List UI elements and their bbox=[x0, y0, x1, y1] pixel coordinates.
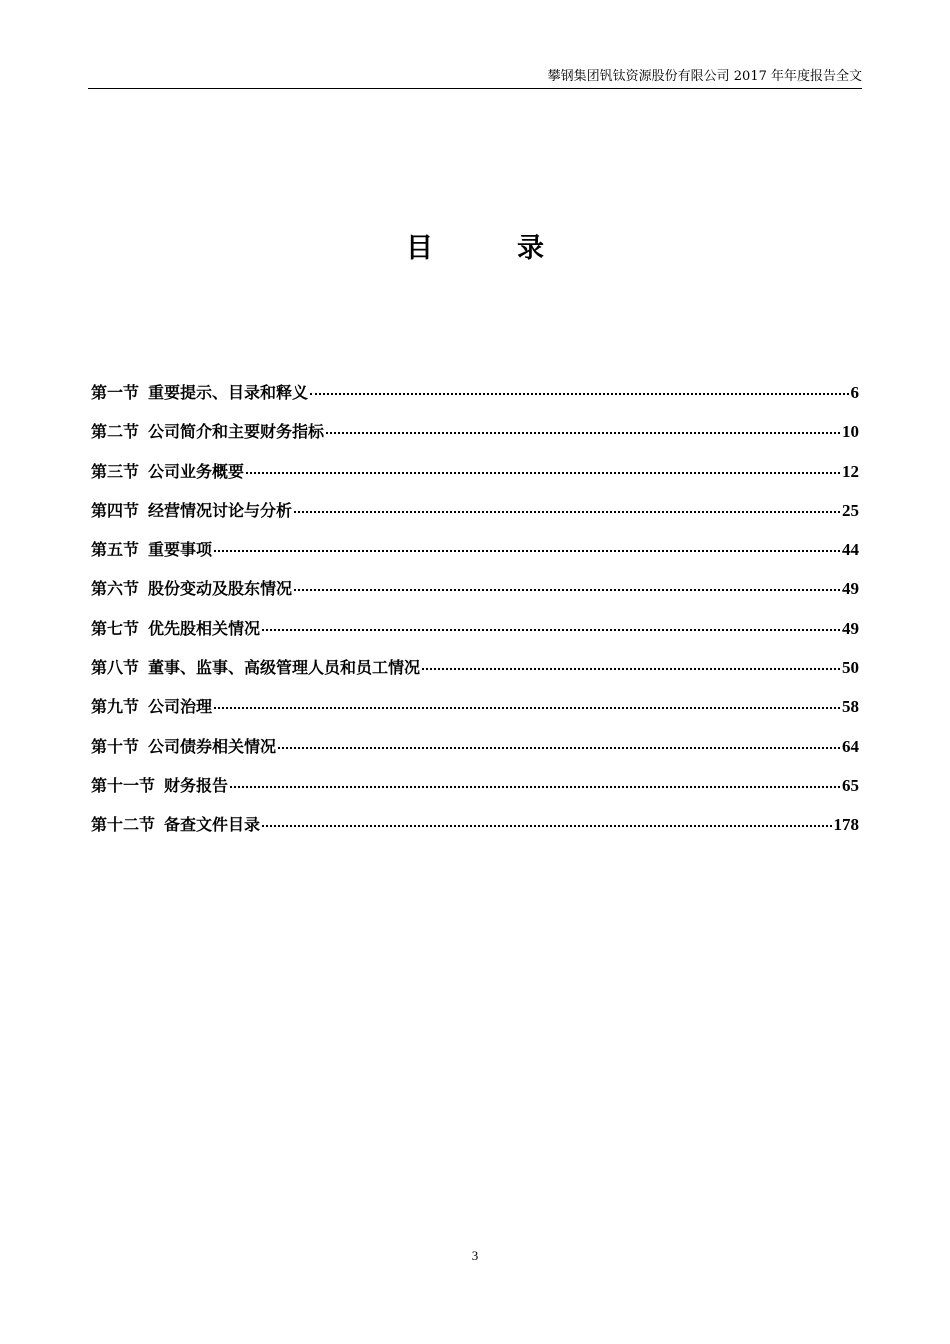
toc-entry-6[interactable] bbox=[91, 576, 859, 615]
toc-section-title: 财务报告 bbox=[164, 775, 229, 795]
toc-section-number: 第九节 bbox=[91, 697, 140, 717]
toc-entry-5[interactable] bbox=[91, 537, 859, 576]
toc-section-number: 第二节 bbox=[91, 422, 140, 442]
toc-leader-dots bbox=[294, 511, 840, 513]
toc-leader-dots bbox=[422, 668, 840, 670]
toc-page-number: 58 bbox=[842, 697, 859, 717]
toc-section-number: 第十二节 bbox=[91, 815, 156, 835]
toc-leader-dots bbox=[294, 589, 840, 591]
toc-section-title: 备查文件目录 bbox=[164, 815, 261, 835]
toc-leader-dots bbox=[214, 707, 840, 709]
toc-section-number: 第六节 bbox=[91, 579, 140, 599]
toc-title: 目录 bbox=[406, 233, 628, 264]
toc-section-number: 第十一节 bbox=[91, 775, 156, 795]
toc-entry-1[interactable] bbox=[91, 380, 859, 419]
page-number: 3 bbox=[471, 1248, 479, 1263]
toc-entry-9[interactable] bbox=[91, 694, 859, 733]
toc-leader-dots bbox=[214, 550, 840, 552]
toc-page-number: 12 bbox=[842, 461, 859, 481]
toc-page-number: 49 bbox=[842, 618, 859, 638]
toc-leader-dots bbox=[278, 747, 840, 749]
toc-leader-dots bbox=[230, 786, 840, 788]
toc-entry-7[interactable] bbox=[91, 616, 859, 655]
toc-page-number: 64 bbox=[842, 736, 859, 756]
toc-section-number: 第四节 bbox=[91, 500, 140, 520]
toc-leader-dots bbox=[262, 629, 840, 631]
toc-entry-12[interactable] bbox=[91, 812, 859, 851]
table-of-contents bbox=[91, 380, 859, 852]
toc-section-number: 第三节 bbox=[91, 461, 140, 481]
toc-page-number: 178 bbox=[833, 815, 859, 835]
toc-section-title: 优先股相关情况 bbox=[148, 618, 261, 638]
toc-page-number: 44 bbox=[842, 540, 859, 560]
toc-section-title: 董事、监事、高级管理人员和员工情况 bbox=[148, 658, 421, 678]
toc-section-title: 经营情况讨论与分析 bbox=[148, 500, 293, 520]
toc-entry-4[interactable] bbox=[91, 498, 859, 537]
toc-page-number: 6 bbox=[850, 383, 859, 402]
toc-section-title: 重要事项 bbox=[148, 540, 213, 560]
toc-section-title: 公司业务概要 bbox=[148, 461, 245, 481]
toc-entry-8[interactable] bbox=[91, 655, 859, 694]
toc-leader-dots bbox=[262, 825, 831, 827]
toc-section-title: 重要提示、目录和释义 bbox=[148, 383, 309, 402]
toc-section-title: 公司治理 bbox=[148, 697, 213, 717]
toc-leader-dots bbox=[326, 432, 840, 434]
toc-page-number: 65 bbox=[842, 775, 859, 795]
toc-section-number: 第十节 bbox=[91, 736, 140, 756]
toc-section-number: 第七节 bbox=[91, 618, 140, 638]
toc-page-number: 49 bbox=[842, 579, 859, 599]
header-title: 攀钢集团钒钛资源股份有限公司 2017 年年度报告全文 bbox=[547, 69, 862, 84]
toc-page-number: 50 bbox=[842, 658, 859, 678]
toc-section-number: 第一节 bbox=[91, 383, 140, 402]
toc-entry-3[interactable] bbox=[91, 459, 859, 498]
toc-entry-2[interactable] bbox=[91, 419, 859, 458]
toc-leader-dots bbox=[246, 472, 840, 474]
page-header bbox=[88, 62, 862, 89]
toc-leader-dots bbox=[310, 393, 848, 395]
toc-page-number: 25 bbox=[842, 500, 859, 520]
toc-section-number: 第五节 bbox=[91, 540, 140, 560]
toc-page-number: 10 bbox=[842, 422, 859, 442]
toc-entry-11[interactable] bbox=[91, 773, 859, 812]
toc-section-number: 第八节 bbox=[91, 658, 140, 678]
toc-section-title: 公司债券相关情况 bbox=[148, 736, 277, 756]
toc-entry-10[interactable] bbox=[91, 734, 859, 773]
toc-section-title: 公司简介和主要财务指标 bbox=[148, 422, 325, 442]
toc-section-title: 股份变动及股东情况 bbox=[148, 579, 293, 599]
